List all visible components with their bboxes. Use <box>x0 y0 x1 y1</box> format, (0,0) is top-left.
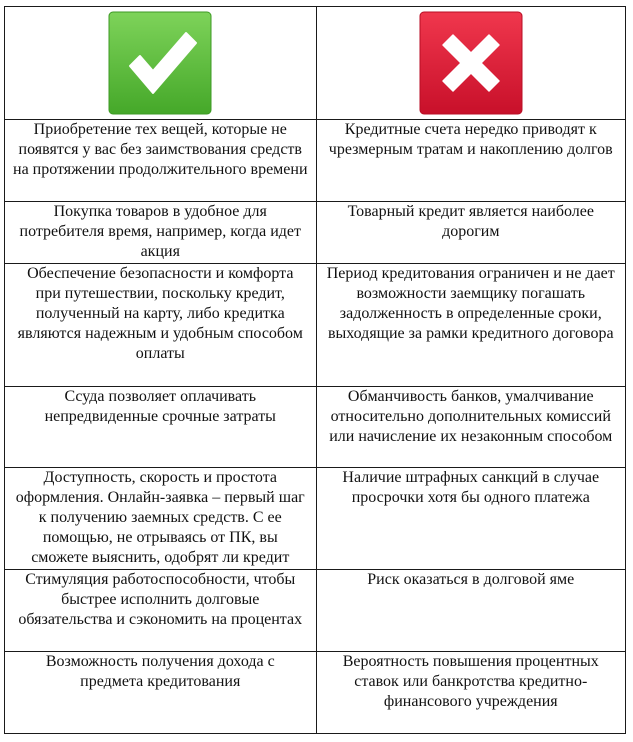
table-row <box>5 468 626 570</box>
pros-cons-table <box>4 6 626 734</box>
pros-header-cell <box>5 7 317 120</box>
table-row <box>5 202 626 264</box>
table-row <box>5 570 626 652</box>
table-header-row <box>5 7 626 120</box>
pro-cell: Покупка товаров в удобное для потребителя время, например, когда идет акция <box>5 202 317 264</box>
table-row <box>5 387 626 468</box>
pro-cell: Обеспечение безопасности и комфорта при путешествии, поскольку кредит, полученный на карту, либо кредитка являются надежным и удобным способом оплаты <box>5 264 317 387</box>
pro-cell: Доступность, скорость и простота оформления. Онлайн-заявка – первый шаг к получению заемных средств. С ее помощью, не отрываясь от ПК, вы сможете выяснить, одобрят ли кредит <box>5 468 317 570</box>
con-cell: Период кредитования ограничен и не дает возможности заемщику погашать задолженность в определенные сроки, выходящие за рамки кредитного договора <box>316 264 625 387</box>
cons-header-cell <box>316 7 625 120</box>
pro-cell: Стимуляция работоспособности, чтобы быстрее исполнить долговые обязательства и сэкономить на процентах <box>5 570 317 652</box>
con-cell: Кредитные счета нередко приводят к чрезмерным тратам и накоплению долгов <box>316 120 625 202</box>
table-row <box>5 652 626 734</box>
cross-icon <box>419 11 523 115</box>
con-cell: Наличие штрафных санкций в случае просрочки хотя бы одного платежа <box>316 468 625 570</box>
con-cell: Обманчивость банков, умалчивание относительно дополнительных комиссий или начисление их незаконным способом <box>316 387 625 468</box>
table-row <box>5 120 626 202</box>
table-row <box>5 264 626 387</box>
checkmark-icon <box>108 11 212 115</box>
con-cell: Товарный кредит является наиболее дорогим <box>316 202 625 264</box>
pro-cell: Ссуда позволяет оплачивать непредвиденные срочные затраты <box>5 387 317 468</box>
con-cell: Риск оказаться в долговой яме <box>316 570 625 652</box>
con-cell: Вероятность повышения процентных ставок или банкротства кредитно-финансового учреждения <box>316 652 625 734</box>
pro-cell: Возможность получения дохода с предмета кредитования <box>5 652 317 734</box>
pro-cell: Приобретение тех вещей, которые не появятся у вас без заимствования средств на протяжении продолжительного времени <box>5 120 317 202</box>
